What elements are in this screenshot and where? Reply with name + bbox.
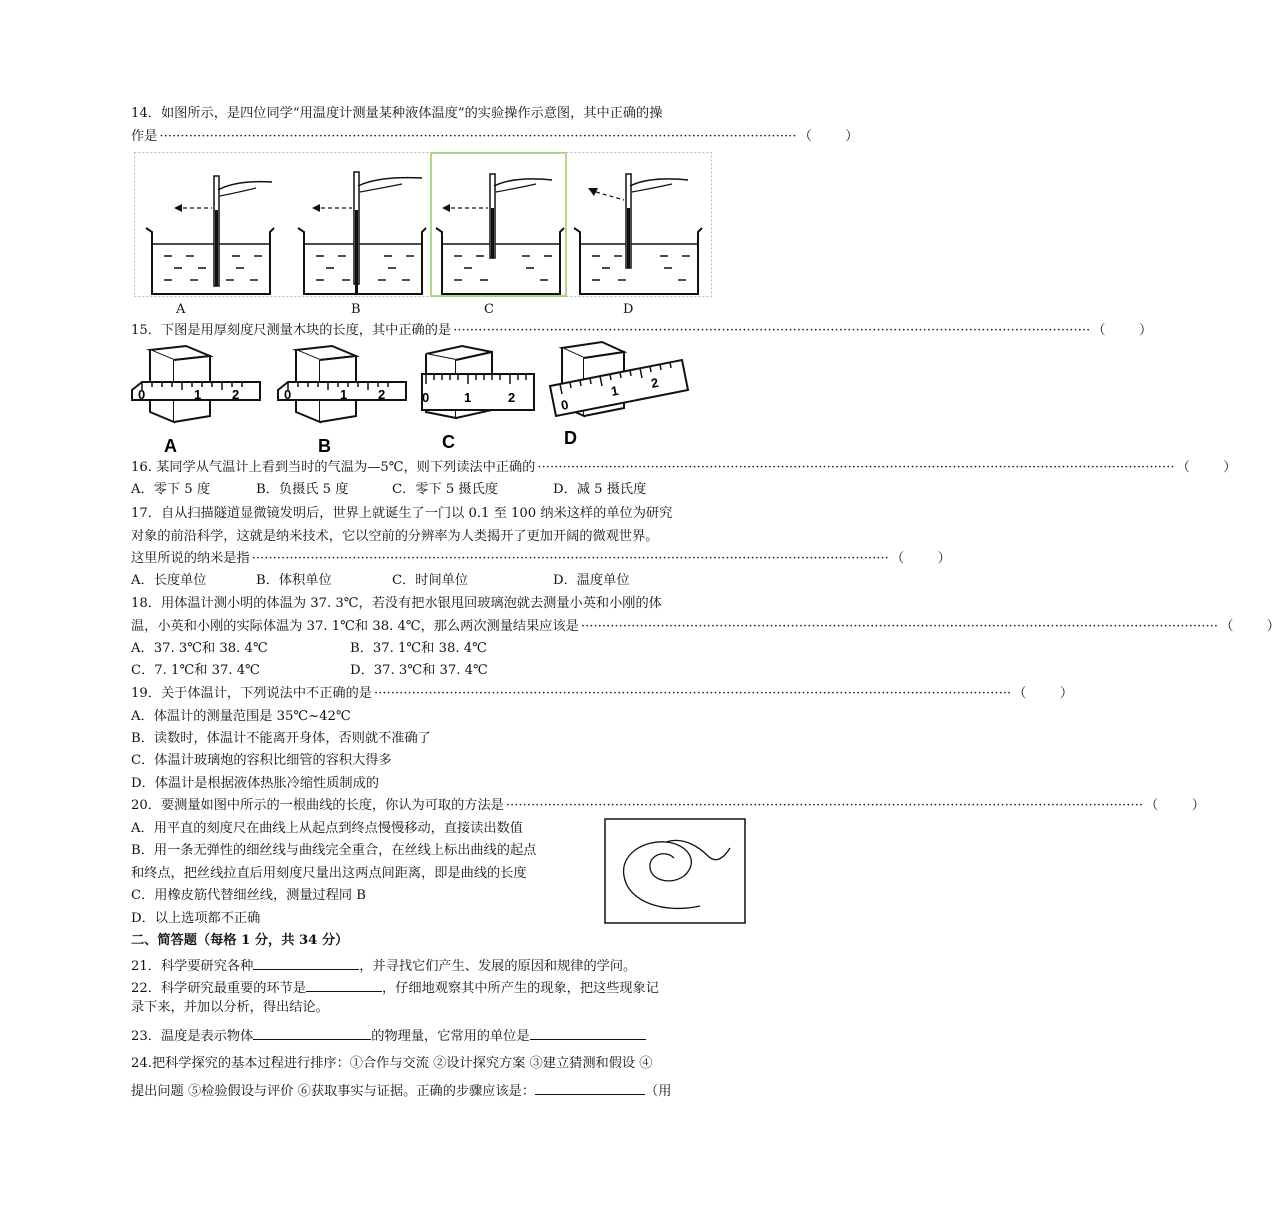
q20-option-a[interactable]: A．用平直的刻度尺在曲线上从起点到终点慢慢移动，直接读出数值 [131,821,523,836]
q19-option-a[interactable]: A．体温计的测量范围是 35℃~42℃ [131,709,351,724]
q20-option-b-line2: 和终点，把丝线拉直后用刻度尺量出这两点间距离，即是曲线的长度 [131,866,527,881]
q14-beaker-d [574,174,702,294]
q17-option-b[interactable]: B．体积单位 [256,573,332,588]
q15-line: 15．下图是用厚刻度尺测量木块的长度，其中正确的是 ························································································································································ （ ） [131,323,1153,338]
q17-options [131,572,630,590]
q18-option-d[interactable]: D．37. 3℃和 37. 4℃ [350,663,488,678]
q14-label-a: A [176,302,186,317]
q19-answer-bracket[interactable]: （ ） [1013,686,1074,701]
q18-option-c[interactable]: C．7. 1℃和 37. 4℃ [131,663,260,678]
q16-line: 16. 某同学从气温计上看到当时的气温为—5℃，则下列读法中正确的 ························································································································································ （ ） [131,460,1237,475]
q22-blank[interactable] [306,977,382,992]
q15-b-tick1: 1 [340,387,348,402]
q15-d-tick0: 0 [559,396,570,413]
q17-line1: 17．自从扫描隧道显微镜发明后，世界上就诞生了一门以 0.1 至 100 纳米这样的单位为研究 [131,506,673,521]
q15-label-b: B [318,436,331,456]
q15-c-tick0: 0 [422,390,430,405]
q19-option-b[interactable]: B．读数时，体温计不能离开身体，否则就不准确了 [131,731,431,746]
q16-option-a[interactable]: A．零下 5 度 [131,482,211,497]
q18-line2: 温，小英和小刚的实际体温为 37. 1℃和 38. 4℃，那么两次测量结果应该是 ························································································································································ （ ） [131,619,1280,634]
q15-label-d: D [564,428,577,448]
q15-a-tick1: 1 [194,387,202,402]
q14-label-d: D [623,302,634,317]
q17-option-d[interactable]: D．温度单位 [553,573,630,588]
q19-line: 19．关于体温计，下列说法中不正确的是 ························································································································································ （ ） [131,686,1074,701]
q17-answer-bracket[interactable]: （ ） [890,551,951,566]
q22-line1: 22．科学研究最重要的环节是 ，仔细地观察其中所产生的现象，把这些现象记 [131,977,659,998]
q22-line2: 录下来，并加以分析，得出结论。 [131,1000,329,1015]
q15-ruler-b [278,346,406,456]
q18-line1: 18．用体温计测小明的体温为 37. 3℃，若没有把水银甩回玻璃泡就去测量小英和小刚的体 [131,596,662,611]
q24-blank[interactable] [535,1080,645,1095]
q17-option-c[interactable]: C．时间单位 [392,573,469,588]
q15-figure [128,340,688,455]
q23-blank2[interactable] [530,1025,646,1040]
q15-a-tick2: 2 [232,387,240,402]
q17-option-a[interactable]: A．长度单位 [131,573,207,588]
q17-line3: 这里所说的纳米是指 ························································································································································ （ ） [131,551,951,566]
q15-c-tick2: 2 [508,390,516,405]
q14-beaker-c [436,174,564,294]
q23-line: 23．温度是表示物体 的物理量，它常用的单位是 [131,1025,646,1046]
q20-option-b-line1[interactable]: B．用一条无弹性的细丝线与曲线完全重合，在丝线上标出曲线的起点 [131,843,537,858]
q20-curve-figure [604,818,746,924]
q15-ruler-d [550,342,688,448]
q14-labels [0,302,860,320]
q23-blank1[interactable] [253,1025,371,1040]
q24-line1: 24.把科学探究的基本过程进行排序：①合作与交流 ②设计探究方案 ③建立猜测和假设 ④ [131,1056,653,1071]
q14-label-b: B [351,302,361,317]
q20-answer-bracket[interactable]: （ ） [1145,798,1205,813]
q16-option-d[interactable]: D．减 5 摄氏度 [553,482,647,497]
q15-ruler-a [132,346,260,456]
q24-line2: 提出问题 ⑤检验假设与评价 ⑥获取事实与证据。正确的步骤应该是： （用 [131,1080,671,1101]
q17-line2: 对象的前沿科学，这就是纳米技术，它以空前的分辨率为人类揭开了更加开阔的微观世界。 [131,529,659,544]
q15-a-tick0: 0 [138,387,146,402]
q20-option-d[interactable]: D．以上选项都不正确 [131,911,261,926]
q21-line: 21．科学要研究各种 ，并寻找它们产生、发展的原因和规律的学问。 [131,955,636,976]
q15-d-tick2: 2 [649,374,660,391]
q15-ruler-c [422,346,534,452]
q18-option-a[interactable]: A．37. 3℃和 38. 4℃ [131,641,268,656]
q18-options-row2 [131,662,488,680]
q15-label-a: A [164,436,177,456]
q15-d-tick1: 1 [609,382,620,399]
section2-title: 二、简答题（每格 1 分，共 34 分） [131,933,349,948]
q14-answer-bracket[interactable]: （ ） [798,129,859,144]
q18-options-row1 [131,640,487,658]
q15-label-c: C [442,432,455,452]
q19-option-c[interactable]: C．体温计玻璃炮的容积比细管的容积大得多 [131,753,392,768]
q15-c-tick1: 1 [464,390,472,405]
q15-b-tick2: 2 [378,387,386,402]
q14-line1: 14．如图所示，是四位同学“用温度计测量某种液体温度”的实验操作示意图，其中正确的操 [131,106,663,121]
q19-option-d[interactable]: D．体温计是根据液体热胀冷缩性质制成的 [131,776,379,791]
q14-figure [134,152,712,298]
q16-option-b[interactable]: B．负摄氏 5 度 [256,482,349,497]
q16-options [131,481,646,499]
q21-blank[interactable] [253,955,359,970]
q15-answer-bracket[interactable]: （ ） [1092,323,1153,338]
q16-answer-bracket[interactable]: （ ） [1176,460,1237,475]
q18-answer-bracket[interactable]: （ ） [1220,619,1280,634]
q16-option-c[interactable]: C．零下 5 摄氏度 [392,482,498,497]
q20-option-c[interactable]: C．用橡皮筋代替细丝线，测量过程同 B [131,888,366,903]
q14-beaker-b [298,172,426,294]
q14-line2: 作是 ························································································································································ （ ） [131,129,859,144]
q20-line: 20．要测量如图中所示的一根曲线的长度，你认为可取的方法是 ························································································································································ （ ） [131,798,1205,813]
q15-b-tick0: 0 [284,387,292,402]
q18-option-b[interactable]: B．37. 1℃和 38. 4℃ [350,641,487,656]
q14-beaker-a [146,176,274,294]
q14-label-c: C [484,302,494,317]
